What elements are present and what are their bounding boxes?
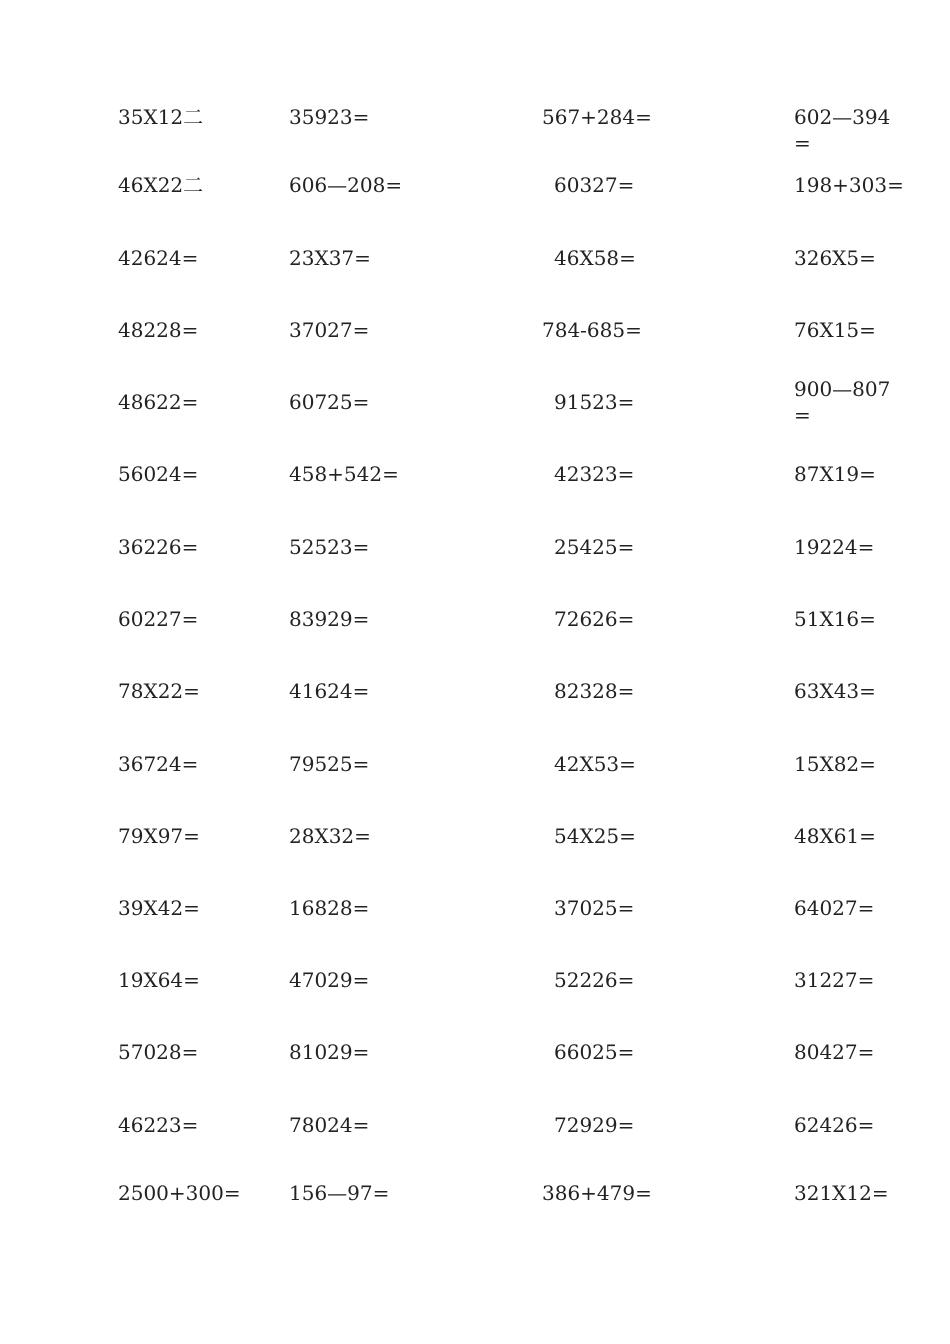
problem-r3-c2: 23X37= [289, 246, 371, 270]
problem-r9-c1: 78X22= [118, 679, 200, 703]
problem-r15-c1: 46223= [118, 1113, 199, 1137]
problem-r2-c1: 46X22二 [118, 173, 204, 197]
problem-r13-c4: 31227= [794, 968, 875, 992]
problem-r3-c1: 42624= [118, 246, 199, 270]
problem-r12-c1: 39X42= [118, 896, 200, 920]
problem-r4-c4: 76X15= [794, 318, 876, 342]
problem-r5-c2: 60725= [289, 390, 370, 414]
problem-r12-c4: 64027= [794, 896, 875, 920]
problem-r11-c4: 48X61= [794, 824, 876, 848]
problem-r4-c2: 37027= [289, 318, 370, 342]
problem-r12-c3: 37025= [554, 896, 635, 920]
problem-r13-c3: 52226= [554, 968, 635, 992]
problem-r9-c3: 82328= [554, 679, 635, 703]
problem-r5-c1: 48622= [118, 390, 199, 414]
problem-r2-c4: 198+303= [794, 173, 904, 197]
problem-r1-c2: 35923= [289, 105, 370, 129]
problem-r16-c2: 156—97= [289, 1181, 390, 1205]
problem-r1-c4: 602—394= [794, 105, 891, 155]
problem-r8-c3: 72626= [554, 607, 635, 631]
problem-r10-c2: 79525= [289, 752, 370, 776]
problem-r10-c1: 36724= [118, 752, 199, 776]
problem-r1-c1: 35X12二 [118, 105, 204, 129]
problem-r13-c1: 19X64= [118, 968, 200, 992]
problem-r14-c2: 81029= [289, 1040, 370, 1064]
problem-r15-c3: 72929= [554, 1113, 635, 1137]
problem-r5-c3: 91523= [554, 390, 635, 414]
problem-r16-c4: 321X12= [794, 1181, 889, 1205]
problem-r3-c3: 46X58= [554, 246, 636, 270]
problem-r1-c3: 567+284= [542, 105, 652, 129]
problem-r16-c3: 386+479= [542, 1181, 652, 1205]
problem-r6-c1: 56024= [118, 462, 199, 486]
problem-r7-c3: 25425= [554, 535, 635, 559]
problem-r15-c4: 62426= [794, 1113, 875, 1137]
problem-r2-c2: 606—208= [289, 173, 403, 197]
problem-r14-c3: 66025= [554, 1040, 635, 1064]
problem-r14-c1: 57028= [118, 1040, 199, 1064]
problem-r7-c4: 19224= [794, 535, 875, 559]
problem-r4-c1: 48228= [118, 318, 199, 342]
problem-r14-c4: 80427= [794, 1040, 875, 1064]
problem-r9-c4: 63X43= [794, 679, 876, 703]
problem-r6-c4: 87X19= [794, 462, 876, 486]
problem-r9-c2: 41624= [289, 679, 370, 703]
problem-r3-c4: 326X5= [794, 246, 876, 270]
problem-r10-c3: 42X53= [554, 752, 636, 776]
problem-r16-c1: 2500+300= [118, 1181, 241, 1205]
problem-r7-c2: 52523= [289, 535, 370, 559]
problem-r4-c3: 784-685= [542, 318, 642, 342]
problem-r11-c3: 54X25= [554, 824, 636, 848]
problem-r13-c2: 47029= [289, 968, 370, 992]
problem-r15-c2: 78024= [289, 1113, 370, 1137]
problem-r6-c3: 42323= [554, 462, 635, 486]
problem-r8-c4: 51X16= [794, 607, 876, 631]
problem-r5-c4: 900—807= [794, 377, 891, 427]
problem-r10-c4: 15X82= [794, 752, 876, 776]
problem-r8-c2: 83929= [289, 607, 370, 631]
problem-r8-c1: 60227= [118, 607, 199, 631]
problem-r11-c1: 79X97= [118, 824, 200, 848]
problem-r7-c1: 36226= [118, 535, 199, 559]
problem-r2-c3: 60327= [554, 173, 635, 197]
problem-r11-c2: 28X32= [289, 824, 371, 848]
problem-r6-c2: 458+542= [289, 462, 399, 486]
problem-r12-c2: 16828= [289, 896, 370, 920]
